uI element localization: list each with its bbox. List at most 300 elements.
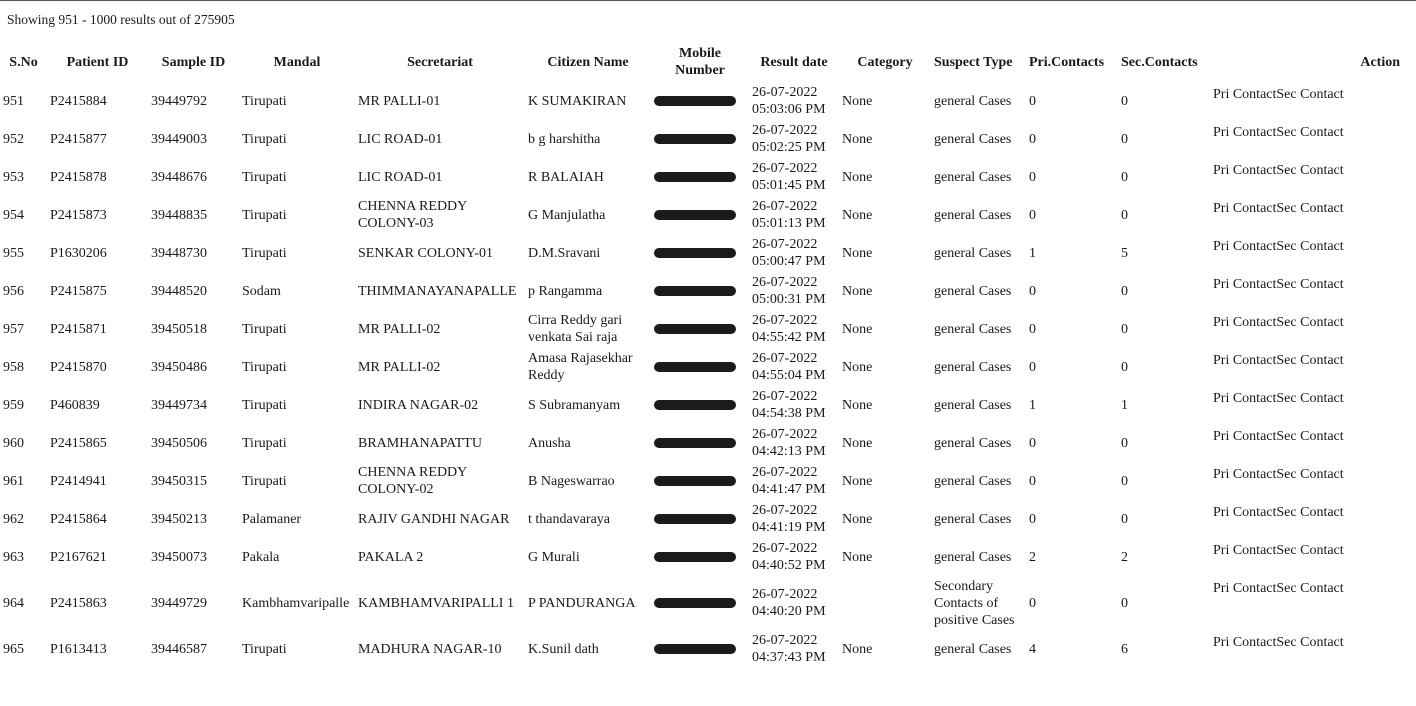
cell-patient-id: P2415863 (50, 595, 107, 611)
cell-category: None (842, 93, 873, 109)
result-date-day: 26-07-2022 (752, 587, 818, 602)
cell-pri-contacts: 0 (1029, 595, 1036, 611)
pri-contact-link[interactable]: Pri Contact (1213, 353, 1277, 368)
cell-suspect-type: general Cases (934, 245, 1012, 261)
cell-mandal: Kambhamvaripalle (242, 595, 350, 611)
cell-patient-id: P2414941 (50, 473, 107, 489)
cell-mandal: Tirupati (242, 169, 287, 185)
cell-pri-contacts: 0 (1029, 283, 1036, 299)
col-mobile-number: Mobile Number (675, 46, 725, 78)
cell-category: None (842, 245, 873, 261)
cell-patient-id: P2415870 (50, 359, 107, 375)
cell-mobile-number (651, 310, 749, 348)
result-date-time: 04:55:42 PM (752, 330, 826, 345)
cell-secretariat: INDIRA NAGAR-02 (358, 397, 479, 413)
cell-secretariat: LIC ROAD-01 (358, 169, 443, 185)
cell-citizen-name: P PANDURANGA (528, 595, 636, 611)
cell-sno: 960 (3, 435, 24, 451)
cell-sec-contacts: 0 (1121, 321, 1128, 337)
table-row (0, 196, 1416, 234)
cell-category: None (842, 435, 873, 451)
cell-citizen-name: K.Sunil dath (528, 641, 599, 657)
cell-secretariat: MADHURA NAGAR-10 (358, 641, 502, 657)
cell-patient-id: P460839 (50, 397, 100, 413)
result-date-time: 04:54:38 PM (752, 406, 826, 421)
cell-citizen-name: B Nageswarrao (528, 473, 615, 489)
col-citizen-name: Citizen Name (547, 54, 629, 70)
table-row (0, 82, 1416, 120)
col-result-date: Result date (760, 54, 828, 70)
cell-suspect-type: general Cases (934, 359, 1012, 375)
result-date-day: 26-07-2022 (752, 389, 818, 404)
cell-suspect-type: general Cases (934, 473, 1012, 489)
cell-mobile-number (651, 424, 749, 462)
cell-mandal: Tirupati (242, 359, 287, 375)
cell-secretariat: CHENNA REDDY COLONY-02 (358, 465, 467, 497)
pri-contact-link[interactable]: Pri Contact (1213, 391, 1277, 406)
table-row (0, 500, 1416, 538)
pri-contact-link[interactable]: Pri Contact (1213, 635, 1277, 650)
result-date-day: 26-07-2022 (752, 237, 818, 252)
table-row (0, 348, 1416, 386)
cell-sno: 958 (3, 359, 24, 375)
cell-sample-id: 39448730 (151, 245, 207, 261)
col-pri-contacts: Pri.Contacts (1029, 54, 1105, 70)
cell-mobile-number (651, 500, 749, 538)
sec-contact-link[interactable]: Sec Contact (1276, 125, 1344, 140)
result-date-time: 05:01:45 PM (752, 178, 826, 193)
table-row (0, 120, 1416, 158)
cell-mobile-number (651, 158, 749, 196)
redacted-mobile-mark (654, 134, 736, 144)
cell-sno: 956 (3, 283, 24, 299)
cell-sample-id: 39449734 (151, 397, 207, 413)
cell-patient-id: P2415884 (50, 93, 107, 109)
result-date-day: 26-07-2022 (752, 85, 818, 100)
cell-sno: 962 (3, 511, 24, 527)
sec-contact-link[interactable]: Sec Contact (1276, 201, 1344, 216)
result-date-time: 04:41:19 PM (752, 520, 826, 535)
cell-action (1210, 386, 1416, 424)
cell-result-date (749, 630, 839, 668)
cell-citizen-name: b g harshitha (528, 131, 601, 147)
cell-pri-contacts: 0 (1029, 511, 1036, 527)
cell-citizen-name: K SUMAKIRAN (528, 93, 627, 109)
cell-sno: 952 (3, 131, 24, 147)
cell-result-date (749, 462, 839, 500)
cell-pri-contacts: 0 (1029, 169, 1036, 185)
table-row (0, 630, 1416, 668)
result-date-time: 05:01:13 PM (752, 216, 826, 231)
cell-result-date (749, 82, 839, 120)
cell-mobile-number (651, 630, 749, 668)
cell-sec-contacts: 2 (1121, 549, 1128, 565)
sec-contact-link[interactable]: Sec Contact (1276, 505, 1344, 520)
cell-patient-id: P2415871 (50, 321, 107, 337)
cell-result-date (749, 424, 839, 462)
cell-sno: 954 (3, 207, 24, 223)
cell-mobile-number (651, 348, 749, 386)
cell-category: None (842, 131, 873, 147)
cell-sample-id: 39450518 (151, 321, 207, 337)
cell-sec-contacts: 0 (1121, 283, 1128, 299)
cell-sample-id: 39449003 (151, 131, 207, 147)
cell-citizen-name: S Subramanyam (528, 397, 621, 413)
cell-category: None (842, 511, 873, 527)
cell-citizen-name: p Rangamma (528, 283, 603, 299)
result-date-time: 04:40:20 PM (752, 604, 826, 619)
cell-patient-id: P2415865 (50, 435, 107, 451)
cell-citizen-name: Amasa Rajasekhar Reddy (528, 351, 633, 383)
cell-suspect-type: general Cases (934, 641, 1012, 657)
pri-contact-link[interactable]: Pri Contact (1213, 201, 1277, 216)
result-date-day: 26-07-2022 (752, 541, 818, 556)
pri-contact-link[interactable]: Pri Contact (1213, 467, 1277, 482)
cell-citizen-name: Cirra Reddy gari venkata Sai raja (528, 313, 623, 345)
result-date-day: 26-07-2022 (752, 275, 818, 290)
col-category: Category (857, 54, 913, 70)
table-row (0, 538, 1416, 576)
sec-contact-link[interactable]: Sec Contact (1276, 635, 1344, 650)
cell-sample-id: 39450073 (151, 549, 207, 565)
cell-action (1210, 500, 1416, 538)
cell-action (1210, 630, 1416, 668)
redacted-mobile-mark (654, 400, 736, 410)
result-date-day: 26-07-2022 (752, 313, 818, 328)
cell-secretariat: RAJIV GANDHI NAGAR (358, 511, 510, 527)
cell-sno: 959 (3, 397, 24, 413)
redacted-mobile-mark (654, 598, 736, 608)
result-date-time: 04:55:04 PM (752, 368, 826, 383)
cell-suspect-type: Secondary Contacts of positive Cases (934, 578, 1015, 628)
cell-result-date (749, 234, 839, 272)
cell-patient-id: P2415864 (50, 511, 107, 527)
cell-patient-id: P1613413 (50, 641, 107, 657)
col-sec-contacts: Sec.Contacts (1121, 54, 1198, 70)
results-table (0, 42, 1416, 706)
cell-pri-contacts: 0 (1029, 435, 1036, 451)
cell-pri-contacts: 0 (1029, 207, 1036, 223)
cell-secretariat: PAKALA 2 (358, 549, 424, 565)
cell-result-date (749, 120, 839, 158)
cell-action (1210, 120, 1416, 158)
result-date-day: 26-07-2022 (752, 351, 818, 366)
redacted-mobile-mark (654, 210, 736, 220)
cell-category: None (842, 549, 873, 565)
cell-result-date (749, 500, 839, 538)
cell-secretariat: KAMBHAMVARIPALLI 1 (358, 595, 514, 611)
redacted-mobile-mark (654, 438, 736, 448)
result-date-time: 05:03:06 PM (752, 102, 826, 117)
table-row (0, 576, 1416, 630)
cell-secretariat: MR PALLI-02 (358, 359, 441, 375)
cell-sample-id: 39448835 (151, 207, 207, 223)
table-body (0, 82, 1416, 706)
cell-suspect-type: general Cases (934, 397, 1012, 413)
cell-category: None (842, 359, 873, 375)
pri-contact-link[interactable]: Pri Contact (1213, 87, 1277, 102)
cell-citizen-name: R BALAIAH (528, 169, 604, 185)
cell-secretariat: SENKAR COLONY-01 (358, 245, 493, 261)
table-row (0, 234, 1416, 272)
cell-sec-contacts: 1 (1121, 397, 1128, 413)
cell-sec-contacts: 5 (1121, 245, 1128, 261)
result-date-time: 04:42:13 PM (752, 444, 826, 459)
sec-contact-link[interactable]: Sec Contact (1276, 315, 1344, 330)
cell-sno: 961 (3, 473, 24, 489)
result-date-time: 05:00:47 PM (752, 254, 826, 269)
sec-contact-link[interactable]: Sec Contact (1276, 391, 1344, 406)
result-date-time: 04:41:47 PM (752, 482, 826, 497)
cell-action (1210, 196, 1416, 234)
cell-mandal: Tirupati (242, 245, 287, 261)
col-mandal: Mandal (273, 54, 321, 70)
cell-secretariat: LIC ROAD-01 (358, 131, 443, 147)
cell-sec-contacts: 0 (1121, 473, 1128, 489)
results-summary: Showing 951 - 1000 results out of 275905 (7, 12, 235, 27)
cell-secretariat: THIMMANAYANAPALLE (358, 283, 517, 299)
redacted-mobile-mark (654, 552, 736, 562)
cell-mandal: Tirupati (242, 641, 287, 657)
cell-pri-contacts: 0 (1029, 473, 1036, 489)
cell-mobile-number (651, 386, 749, 424)
result-date-time: 04:40:52 PM (752, 558, 826, 573)
cell-category: None (842, 207, 873, 223)
cell-sec-contacts: 0 (1121, 435, 1128, 451)
result-date-day: 26-07-2022 (752, 161, 818, 176)
cell-mandal: Tirupati (242, 131, 287, 147)
cell-pri-contacts: 1 (1029, 245, 1036, 261)
table-row (0, 310, 1416, 348)
pri-contact-link[interactable]: Pri Contact (1213, 315, 1277, 330)
cell-patient-id: P2415873 (50, 207, 107, 223)
cell-patient-id: P2415875 (50, 283, 107, 299)
cell-result-date (749, 538, 839, 576)
cell-result-date (749, 196, 839, 234)
cell-suspect-type: general Cases (934, 169, 1012, 185)
cell-citizen-name: G Murali (528, 549, 580, 565)
pri-contact-link[interactable]: Pri Contact (1213, 581, 1277, 596)
cell-sno: 953 (3, 169, 24, 185)
result-date-time: 04:37:43 PM (752, 650, 826, 665)
result-date-time: 05:02:25 PM (752, 140, 826, 155)
sec-contact-link[interactable]: Sec Contact (1276, 581, 1344, 596)
cell-category (839, 576, 931, 630)
cell-sno: 951 (3, 93, 24, 109)
pri-contact-link[interactable]: Pri Contact (1213, 125, 1277, 140)
redacted-mobile-mark (654, 248, 736, 258)
cell-suspect-type: general Cases (934, 207, 1012, 223)
redacted-mobile-mark (654, 514, 736, 524)
table-header-row (0, 42, 1416, 82)
cell-category: None (842, 321, 873, 337)
cell-result-date (749, 576, 839, 630)
cell-result-date (749, 310, 839, 348)
cell-pri-contacts: 0 (1029, 131, 1036, 147)
cell-sec-contacts: 0 (1121, 93, 1128, 109)
redacted-mobile-mark (654, 476, 736, 486)
cell-citizen-name: G Manjulatha (528, 207, 606, 223)
cell-sec-contacts: 0 (1121, 131, 1128, 147)
cell-category: None (842, 641, 873, 657)
table-row-partial (0, 668, 1416, 706)
cell-action (1210, 158, 1416, 196)
cell-secretariat: MR PALLI-02 (358, 321, 441, 337)
table-row (0, 424, 1416, 462)
cell-citizen-name: Anusha (528, 435, 571, 451)
cell-action (1210, 310, 1416, 348)
sec-contact-link[interactable]: Sec Contact (1276, 467, 1344, 482)
pri-contact-link[interactable]: Pri Contact (1213, 277, 1277, 292)
cell-sec-contacts: 0 (1121, 359, 1128, 375)
cell-sample-id: 39449729 (151, 595, 207, 611)
pri-contact-link[interactable]: Pri Contact (1213, 543, 1277, 558)
cell-suspect-type: general Cases (934, 131, 1012, 147)
cell-mobile-number (651, 120, 749, 158)
cell-suspect-type: general Cases (934, 283, 1012, 299)
top-border (0, 0, 1416, 1)
result-date-day: 26-07-2022 (752, 199, 818, 214)
sec-contact-link[interactable]: Sec Contact (1276, 543, 1344, 558)
cell-suspect-type: general Cases (934, 549, 1012, 565)
cell-mandal: Palamaner (242, 511, 302, 527)
cell-sec-contacts: 0 (1121, 169, 1128, 185)
cell-suspect-type: general Cases (934, 93, 1012, 109)
result-date-day: 26-07-2022 (752, 633, 818, 648)
sec-contact-link[interactable]: Sec Contact (1276, 277, 1344, 292)
pri-contact-link[interactable]: Pri Contact (1213, 163, 1277, 178)
cell-mandal: Tirupati (242, 397, 287, 413)
cell-pri-contacts: 4 (1029, 641, 1036, 657)
result-date-time: 05:00:31 PM (752, 292, 826, 307)
cell-result-date (749, 348, 839, 386)
pri-contact-link[interactable]: Pri Contact (1213, 239, 1277, 254)
sec-contact-link[interactable]: Sec Contact (1276, 353, 1344, 368)
result-date-day: 26-07-2022 (752, 123, 818, 138)
cell-result-date (749, 158, 839, 196)
cell-mandal: Tirupati (242, 321, 287, 337)
redacted-mobile-mark (654, 362, 736, 372)
cell-sample-id: 39446587 (151, 641, 207, 657)
cell-mandal: Tirupati (242, 435, 287, 451)
cell-category: None (842, 397, 873, 413)
cell-sec-contacts: 6 (1121, 641, 1128, 657)
cell-mobile-number (651, 462, 749, 500)
cell-sno: 965 (3, 641, 24, 657)
cell-action (1210, 348, 1416, 386)
cell-mobile-number (651, 196, 749, 234)
col-sample-id: Sample ID (161, 54, 226, 70)
cell-sample-id: 39448676 (151, 169, 207, 185)
cell-result-date (749, 386, 839, 424)
cell-action (1210, 82, 1416, 120)
cell-patient-id: P1630206 (50, 245, 107, 261)
cell-sample-id: 39450315 (151, 473, 207, 489)
cut-off-row (0, 668, 1416, 706)
cell-sample-id: 39449792 (151, 93, 207, 109)
redacted-mobile-mark (654, 324, 736, 334)
sec-contact-link[interactable]: Sec Contact (1276, 87, 1344, 102)
pri-contact-link[interactable]: Pri Contact (1213, 429, 1277, 444)
cell-mobile-number (651, 82, 749, 120)
table-row (0, 386, 1416, 424)
sec-contact-link[interactable]: Sec Contact (1276, 429, 1344, 444)
cell-mobile-number (651, 538, 749, 576)
cell-pri-contacts: 2 (1029, 549, 1036, 565)
cell-sno: 964 (3, 595, 24, 611)
cell-sec-contacts: 0 (1121, 511, 1128, 527)
sec-contact-link[interactable]: Sec Contact (1276, 163, 1344, 178)
cell-action (1210, 424, 1416, 462)
cell-sec-contacts: 0 (1121, 595, 1128, 611)
cell-patient-id: P2415877 (50, 131, 107, 147)
cell-category: None (842, 169, 873, 185)
result-date-day: 26-07-2022 (752, 427, 818, 442)
col-secretariat: Secretariat (407, 54, 473, 70)
cell-action (1210, 538, 1416, 576)
cell-mandal: Tirupati (242, 207, 287, 223)
cell-patient-id: P2167621 (50, 549, 107, 565)
cell-suspect-type: general Cases (934, 435, 1012, 451)
cell-pri-contacts: 0 (1029, 321, 1036, 337)
cell-action (1210, 462, 1416, 500)
cell-sample-id: 39448520 (151, 283, 207, 299)
result-date-day: 26-07-2022 (752, 503, 818, 518)
pri-contact-link[interactable]: Pri Contact (1213, 505, 1277, 520)
cell-secretariat: BRAMHANAPATTU (358, 435, 482, 451)
table-row (0, 272, 1416, 310)
cell-mandal: Sodam (242, 283, 281, 299)
cell-pri-contacts: 0 (1029, 93, 1036, 109)
col-suspect-type: Suspect Type (934, 54, 1013, 70)
cell-action (1210, 234, 1416, 272)
cell-mobile-number (651, 234, 749, 272)
cell-result-date (749, 272, 839, 310)
cell-action (1210, 272, 1416, 310)
redacted-mobile-mark (654, 172, 736, 182)
cell-mandal: Tirupati (242, 473, 287, 489)
col-patient-id: Patient ID (66, 54, 129, 70)
cell-mobile-number (651, 272, 749, 310)
cell-patient-id: P2415878 (50, 169, 107, 185)
redacted-mobile-mark (654, 286, 736, 296)
cell-sec-contacts: 0 (1121, 207, 1128, 223)
result-date-day: 26-07-2022 (752, 465, 818, 480)
cell-sample-id: 39450486 (151, 359, 207, 375)
cell-category: None (842, 473, 873, 489)
cell-suspect-type: general Cases (934, 511, 1012, 527)
cell-secretariat: CHENNA REDDY COLONY-03 (358, 199, 467, 231)
redacted-mobile-mark (654, 644, 736, 654)
table-row (0, 158, 1416, 196)
redacted-mobile-mark (654, 96, 736, 106)
cell-mobile-number (651, 576, 749, 630)
sec-contact-link[interactable]: Sec Contact (1276, 239, 1344, 254)
col-sno: S.No (9, 54, 38, 70)
cell-citizen-name: t thandavaraya (528, 511, 611, 527)
table-row (0, 462, 1416, 500)
cell-pri-contacts: 0 (1029, 359, 1036, 375)
col-action: Action (1360, 54, 1400, 70)
cell-action (1210, 576, 1416, 630)
cell-secretariat: MR PALLI-01 (358, 93, 441, 109)
cell-sample-id: 39450213 (151, 511, 207, 527)
cell-category: None (842, 283, 873, 299)
cell-mandal: Pakala (242, 549, 280, 565)
cell-sno: 957 (3, 321, 24, 337)
cell-sno: 955 (3, 245, 24, 261)
cell-mandal: Tirupati (242, 93, 287, 109)
